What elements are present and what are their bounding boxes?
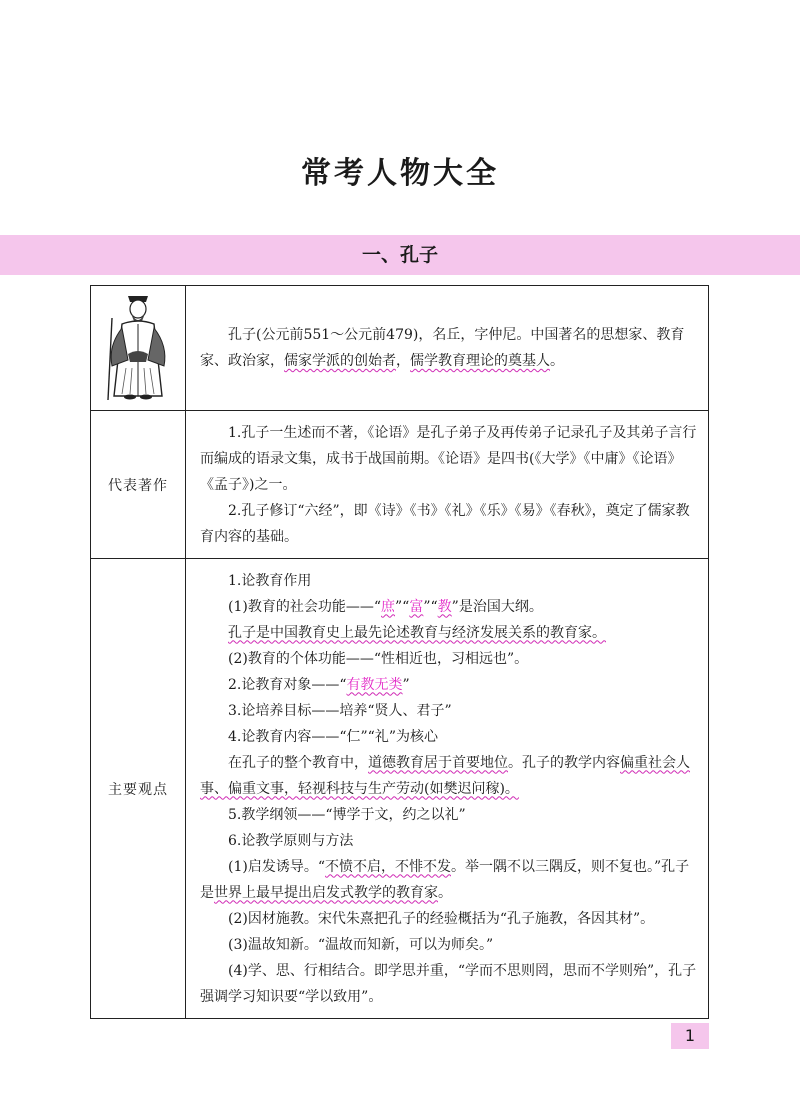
views-label: 主要观点 [91,559,186,1019]
views-line-6: 3.论培养目标——培养“贤人、君子” [228,702,452,719]
works-paragraph-2: 2.孔子修订“六经”，即《诗》《书》《礼》《乐》《易》《春秋》，奠定了儒家教育内容的基础。 [200,502,690,545]
confucius-portrait-icon [98,288,178,404]
views-line-9: 5.教学纲领——“博学于文，约之以礼” [228,806,466,823]
views-line-2-g: ”是治国大纲。 [451,598,543,615]
views-line-2 [200,594,698,620]
views-line-10: 6.论教学原则与方法 [228,832,354,849]
views-line-1: 1.论教育作用 [228,572,312,589]
section-heading: 一、孔子 [361,244,438,266]
views-line-2-c: ”“ [395,598,410,615]
views-line-5 [200,672,698,698]
views-line-4: (2)教育的个体功能——“性相近也，习相远也”。 [228,650,529,667]
views-line-2-f: 教 [437,598,452,615]
intro-text [186,286,709,411]
views-line-5-a: 2.论教育对象——“ [228,676,347,693]
figure-table [90,285,709,1019]
views-line-7: 4.论教育内容——“仁”“礼”为核心 [228,728,438,745]
views-line-11 [200,854,698,906]
views-line-8-b: 道德教育居于首要地位 [368,754,508,771]
views-line-12: (2)因材施教。宋代朱熹把孔子的经验概括为“孔子施教，各因其材”。 [228,910,655,927]
works-text [186,411,709,559]
intro-text-c: ， [396,353,410,369]
views-line-5-b: 有教无类 [346,676,403,693]
intro-text-b: 儒家学派的创始者 [284,353,396,369]
views-line-11-a: (1)启发诱导。“ [228,858,325,875]
views-line-2-e: ”“ [423,598,438,615]
views-line-2-d: 富 [409,598,424,615]
views-line-8-e: (如樊迟问稼)。 [424,780,519,797]
intro-text-a: 孔子(公元前551～公元前479)，名丘，字仲尼。中国著名的思想家、教育家、政治家， [200,327,685,369]
views-line-5-c: ” [402,676,410,693]
intro-paragraph [200,322,698,374]
intro-text-e: 。 [550,353,564,369]
works-row [91,411,709,559]
views-line-14: (4)学、思、行相结合。即学思并重，“学而不思则罔，思而不学则殆”，孔子强调学习知识要“学以致用”。 [200,962,697,1005]
section-band [0,235,800,275]
views-line-8-c: 。孔子的教学内容 [508,754,620,771]
views-line-11-c: 。举一隅不以三隅反，则不复也。”孔子是 [200,858,690,901]
views-line-8-d: 偏重社会人事、偏重文事，轻视科技与生产劳动 [200,754,690,797]
views-line-13: (3)温故知新。“温故而知新，可以为师矣。” [228,936,494,953]
intro-row [91,286,709,411]
intro-text-d: 儒学教育理论的奠基人 [410,353,550,369]
views-line-3: 孔子是中国教育史上最先论述教育与经济发展关系的教育家。 [228,624,606,641]
views-line-11-e: 。 [438,884,452,901]
views-line-8 [200,750,698,802]
portrait-cell [91,286,186,411]
page-number: 1 [671,1023,709,1049]
views-text [186,559,709,1019]
views-line-11-b: 不愤不启，不悱不发 [325,858,451,875]
works-label: 代表著作 [91,411,186,559]
views-row [91,559,709,1019]
views-line-2-a: (1)教育的社会功能——“ [228,598,381,615]
views-line-2-b: 庶 [381,598,395,615]
views-line-8-a: 在孔子的整个教育中， [228,754,368,771]
page-title: 常考人物大全 [301,156,499,191]
views-line-11-d: 世界上最早提出启发式教学的教育家 [214,884,438,901]
works-paragraph-1: 1.孔子一生述而不著，《论语》是孔子弟子及再传弟子记录孔子及其弟子言行而编成的语录文集，成书于战国前期。《论语》是四书(《大学》《中庸》《论语》《孟子》)之一。 [200,424,697,493]
